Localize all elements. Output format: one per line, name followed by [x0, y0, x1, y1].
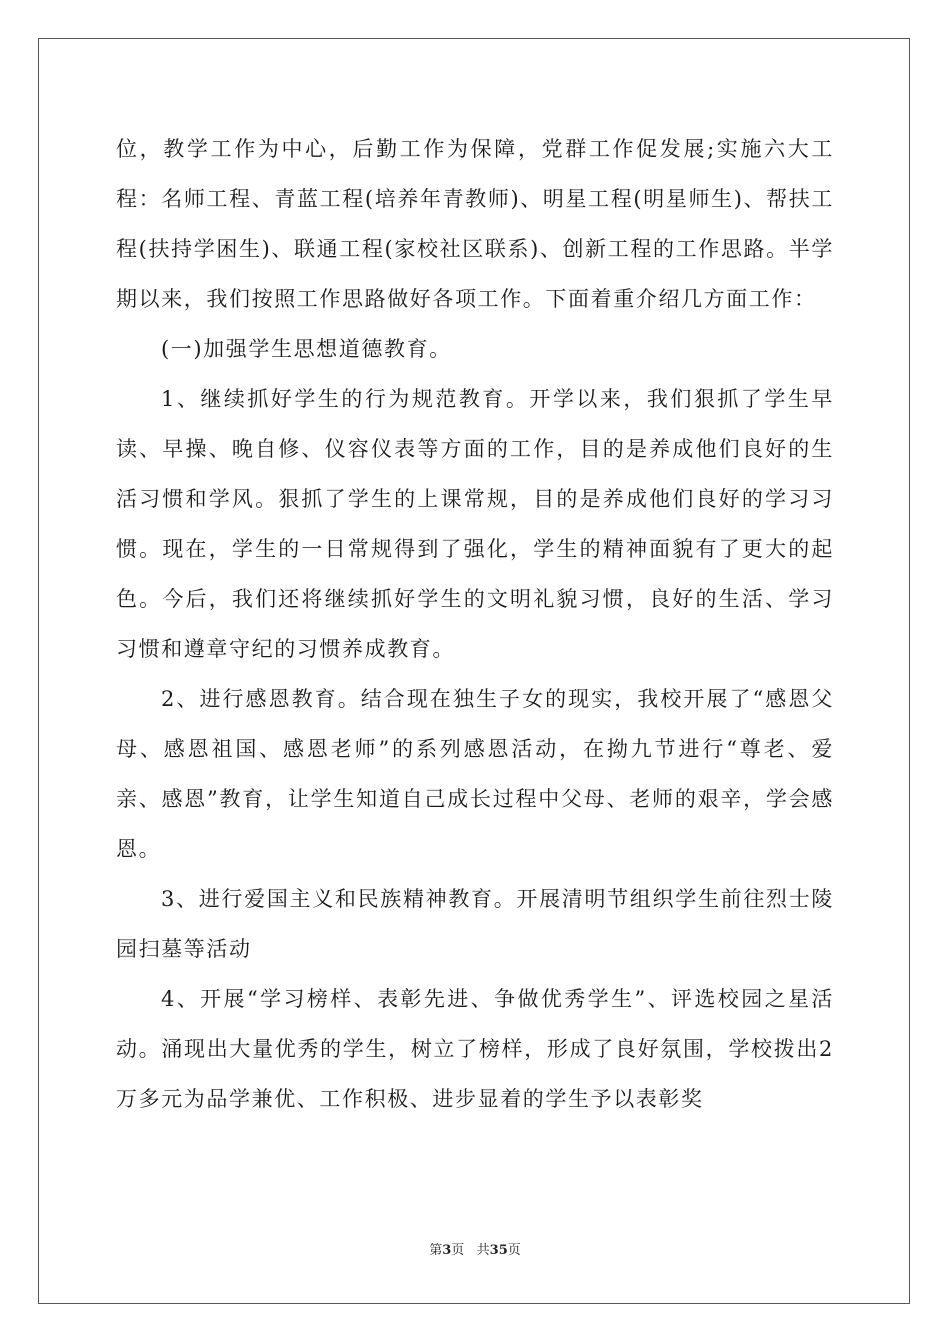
paragraph-intro: 位，教学工作为中心，后勤工作为保障，党群工作促发展;实施六大工程：名师工程、青蓝工程(培养年青教师)、明星工程(明星师生)、帮扶工程(扶持学困生)、联通工程(家校社区联系)、创新工程的工作思路。半学期以来，我们按照工作思路做好各项工作。下面着重介绍几方面工作： [116, 137, 834, 311]
paragraph-item-3: 3、进行爱国主义和民族精神教育。开展清明节组织学生前往烈士陵园扫墓等活动 [116, 887, 834, 961]
current-page-number: 3 [442, 1243, 452, 1258]
total-pages-number: 35 [489, 1243, 508, 1258]
footer-suffix: 页 [507, 1243, 521, 1258]
paragraph-item-2: 2、进行感恩教育。结合现在独生子女的现实，我校开展了“感恩父母、感恩祖国、感恩老师”的系列感恩活动，在拗九节进行“尊老、爱亲、感恩”教育，让学生知道自己成长过程中父母、老师的艰辛，学会感恩。 [116, 687, 834, 861]
paragraph-item-4: 4、开展“学习榜样、表彰先进、争做优秀学生”、评选校园之星活动。涌现出大量优秀的学生，树立了榜样，形成了良好氛围，学校拨出2万多元为品学兼优、工作积极、进步显着的学生予以表彰奖 [116, 987, 834, 1111]
page-footer [0, 1242, 950, 1260]
footer-middle: 页 共 [451, 1243, 490, 1258]
document-body [116, 124, 834, 1124]
footer-prefix: 第 [429, 1243, 443, 1258]
paragraph-item-1: 1、继续抓好学生的行为规范教育。开学以来，我们狠抓了学生早读、早操、晚自修、仪容仪表等方面的工作，目的是养成他们良好的生活习惯和学风。狠抓了学生的上课常规，目的是养成他们良好的学习习惯。现在，学生的一日常规得到了强化，学生的精神面貌有了更大的起色。今后，我们还将继续抓好学生的文明礼貌习惯，良好的生活、学习习惯和遵章守纪的习惯养成教育。 [116, 387, 834, 661]
section-heading: (一)加强学生思想道德教育。 [161, 337, 452, 361]
